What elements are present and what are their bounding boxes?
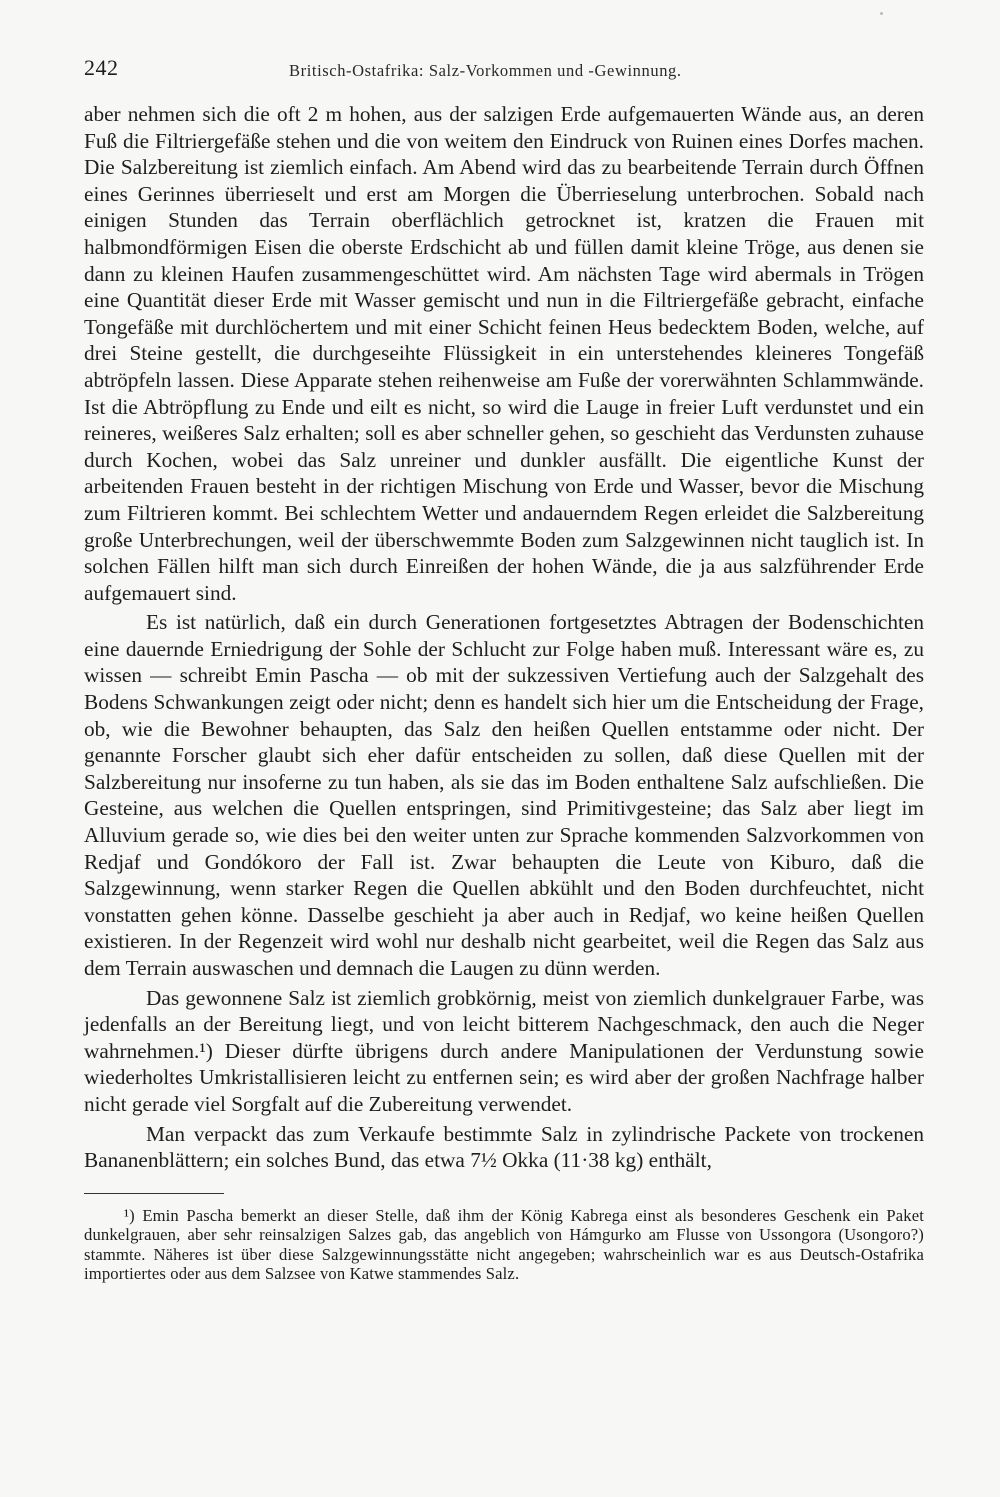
- paragraph-2: Es ist natürlich, daß ein durch Generationen fortgesetztes Abtragen der Bodenschichten eine dauernde Erniedrigung der Sohle der Schlucht zur Folge haben muß. Interessant wäre es, zu wissen — schreibt Emin Pascha — ob mit der sukzessiven Vertiefung auch der Salzgehalt des Bodens Schwankungen zeigt oder nicht; denn es handelt sich hier um die Entscheidung der Frage, ob, wie die Bewohner behaupten, das Salz den heißen Quellen entstamme oder nicht. Der genannte Forscher glaubt sich eher dafür entscheiden zu sollen, daß diese Quellen mit der Salzbereitung nur insoferne zu tun haben, als sie das im Boden enthaltene Salz aufschließen. Die Gesteine, aus welchen die Quellen entspringen, sind Primitivgesteine; das Salz aber liegt im Alluvium gerade so, wie dies bei den weiter unten zur Sprache kommenden Salzvorkommen von Redjaf und Gondókoro der Fall ist. Zwar behaupten die Leute von Kiburo, daß die Salzgewinnung, wenn starker Regen die Quellen abkühlt und den Boden durchfeuchtet, nicht vonstatten gehen könne. Dasselbe geschieht ja aber auch in Redjaf, wo keine heißen Quellen existieren. In der Regenzeit wird wohl nur deshalb nicht gearbeitet, weil die Regen das Salz aus dem Terrain auswaschen und demnach die Laugen zu dünn werden.: [84, 610, 924, 980]
- running-title: Britisch-Ostafrika: Salz-Vorkommen und -Gewinnung.: [289, 61, 682, 80]
- scan-dot: [880, 12, 883, 15]
- page-header: [84, 55, 924, 87]
- page-number: 242: [84, 55, 119, 80]
- book-page: [84, 55, 924, 1284]
- footnote-1: ¹) Emin Pascha bemerkt an dieser Stelle, daß ihm der König Kabrega einst als besonderes Geschenk ein Paket dunkelgrauen, aber sehr reinsalzigen Salzes gab, das angeblich von Hámgurko am Flusse von Ussongora (Usongoro?) stammte. Näheres ist über diese Salzgewinnungsstätte nicht angegeben; wahrscheinlich war es aus Deutsch-Ostafrika importiertes oder aus dem Salzsee von Katwe stammendes Salz.: [84, 1205, 924, 1284]
- paragraph-4: Man verpackt das zum Verkaufe bestimmte Salz in zylindrische Packete von trockenen Bananenblättern; ein solches Bund, das etwa 7½ Okka (11·38 kg) enthält,: [84, 1121, 924, 1173]
- body-text: [84, 101, 924, 1174]
- footnote-divider: [84, 1193, 224, 1194]
- footnotes: [84, 1206, 924, 1284]
- paragraph-3: Das gewonnene Salz ist ziemlich grobkörnig, meist von ziemlich dunkelgrauer Farbe, was jedenfalls an der Bereitung liegt, und von leicht bitterem Nachgeschmack, den auch die Neger wahrnehmen.¹) Dieser dürfte übrigens durch andere Manipulationen der Verdunstung sowie wiederholtes Umkristallisieren leicht zu entfernen sein; es wird aber der großen Nachfrage halber nicht gerade viel Sorgfalt auf die Zubereitung verwendet.: [84, 985, 924, 1116]
- paragraph-1: aber nehmen sich die oft 2 m hohen, aus der salzigen Erde aufgemauerten Wände aus, an deren Fuß die Filtriergefäße stehen und die von weitem den Eindruck von Ruinen eines Dorfes machen. Die Salzbereitung ist ziemlich einfach. Am Abend wird das zu bearbeitende Terrain durch Öffnen eines Gerinnes überrieselt und erst am Morgen die Überrieselung unterbrochen. Sobald nach einigen Stunden das Terrain oberflächlich getrocknet ist, kratzen die Frauen mit halbmondförmigen Eisen die oberste Erdschicht ab und füllen damit kleine Tröge, aus denen sie dann zu kleinen Haufen zusammengeschüttet wird. Am nächsten Tage wird abermals in Trögen eine Quantität dieser Erde mit Wasser gemischt und nun in die Filtriergefäße gebracht, einfache Tongefäße mit durchlöchertem und mit einer Schicht feinen Heus bedecktem Boden, welche, auf drei Steine gestellt, die durchgeseihte Flüssigkeit in ein unterstehendes kleineres Tongefäß abtröpfeln lassen. Diese Apparate stehen reihenweise am Fuße der vorerwähnten Schlammwände. Ist die Abtröpflung zu Ende und eilt es nicht, so wird die Lauge in freier Luft verdunstet und ein reineres, weißeres Salz erhalten; soll es aber schneller gehen, so geschieht das Verdunsten zuhause durch Kochen, wobei das Salz unreiner und dunkler ausfällt. Die eigentliche Kunst der arbeitenden Frauen besteht in der richtigen Mischung von Erde und Wasser, bevor die Mischung zum Filtrieren kommt. Bei schlechtem Wetter und andauerndem Regen erleidet die Salzbereitung große Unterbrechungen, weil der überschwemmte Boden zum Salzgewinnen nicht tauglich ist. In solchen Fällen hilft man sich durch Einreißen der hohen Wände, die ja aus salzführender Erde aufgemauert sind.: [84, 102, 924, 605]
